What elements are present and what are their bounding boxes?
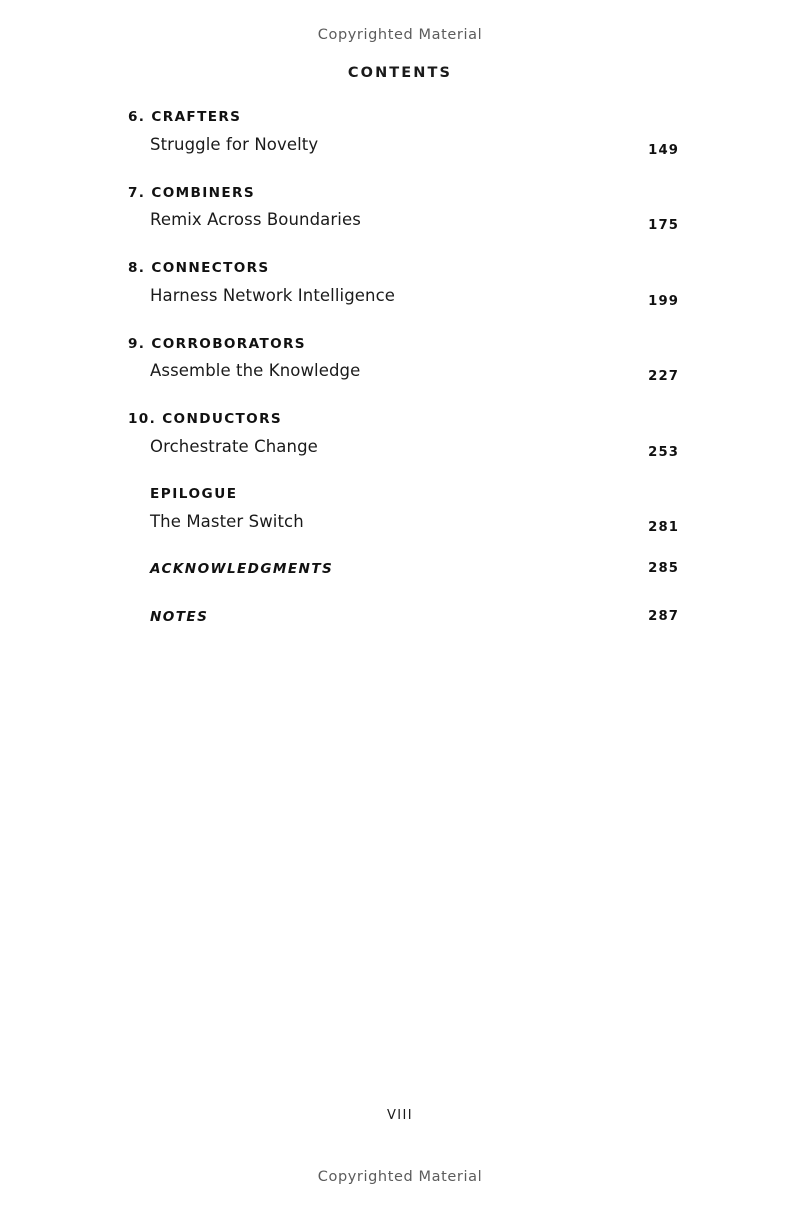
page-title: CONTENTS <box>347 65 453 81</box>
acknowledgments-page: 285 <box>648 560 679 576</box>
epilogue-subtitle-row <box>128 511 679 535</box>
toc-entry <box>128 259 679 309</box>
epilogue-label: EPILOGUE <box>150 485 238 502</box>
notes-page: 287 <box>648 608 679 624</box>
toc-entry-epilogue <box>128 485 679 535</box>
toc-entry <box>128 335 679 385</box>
toc-entry-subtitle-row <box>128 361 679 385</box>
spacer <box>128 583 648 609</box>
toc-entry <box>128 184 679 234</box>
toc-entry-number: 9. <box>128 335 146 352</box>
toc-entry-acknowledgments <box>128 560 679 583</box>
page-folio: VIII <box>387 1108 413 1123</box>
toc-entry-title: CRAFTERS <box>151 109 242 125</box>
toc-entry-page: 227 <box>648 369 679 385</box>
toc-entry-subtitle-row <box>128 285 679 309</box>
epilogue-subtitle: The Master Switch <box>150 511 304 531</box>
spacer <box>128 384 648 410</box>
toc-entry-heading <box>128 259 648 276</box>
toc-entry-subtitle: Harness Network Intelligence <box>150 285 395 305</box>
toc-entry-notes <box>128 608 679 631</box>
spacer <box>128 460 648 486</box>
toc-entry-number: 10. <box>128 411 157 428</box>
toc-entry-title: COMBINERS <box>151 184 255 201</box>
acknowledgments-label: ACKNOWLEDGMENTS <box>150 560 334 577</box>
toc-entry-heading <box>128 410 648 427</box>
toc-entry <box>128 410 679 460</box>
toc-entry-title: CORROBORATORS <box>151 335 306 352</box>
toc-entry-subtitle: Remix Across Boundaries <box>150 210 361 230</box>
toc-entry-number: 7. <box>128 184 146 201</box>
toc-entry <box>128 108 679 158</box>
toc-entry-subtitle-row <box>128 210 679 234</box>
notes-label: NOTES <box>150 608 209 625</box>
toc-entry-page: 253 <box>648 444 679 460</box>
toc-entry-heading <box>128 335 648 352</box>
toc-entry-page: 149 <box>648 142 679 158</box>
epilogue-page: 281 <box>648 519 679 535</box>
copyright-watermark-bottom: Copyrighted Material <box>317 1169 483 1185</box>
table-of-contents <box>128 108 679 631</box>
toc-entry-title: CONNECTORS <box>151 260 270 277</box>
spacer <box>128 309 648 335</box>
toc-entry-subtitle-row <box>128 134 679 158</box>
toc-entry-subtitle: Orchestrate Change <box>150 436 318 456</box>
toc-entry-number: 6. <box>128 109 146 125</box>
spacer <box>128 233 648 259</box>
toc-entry-page: 199 <box>648 293 679 309</box>
toc-entry-number: 8. <box>128 260 146 277</box>
toc-entry-page: 175 <box>648 218 679 234</box>
toc-entry-heading <box>128 184 648 201</box>
toc-entry-subtitle: Assemble the Knowledge <box>150 361 361 381</box>
toc-entry-heading <box>128 108 648 125</box>
toc-entry-title: CONDUCTORS <box>162 411 283 428</box>
toc-entry-subtitle: Struggle for Novelty <box>150 134 319 154</box>
spacer <box>128 535 648 561</box>
toc-entry-subtitle-row <box>128 436 679 460</box>
copyright-watermark-top: Copyrighted Material <box>317 27 483 43</box>
spacer <box>128 158 648 184</box>
